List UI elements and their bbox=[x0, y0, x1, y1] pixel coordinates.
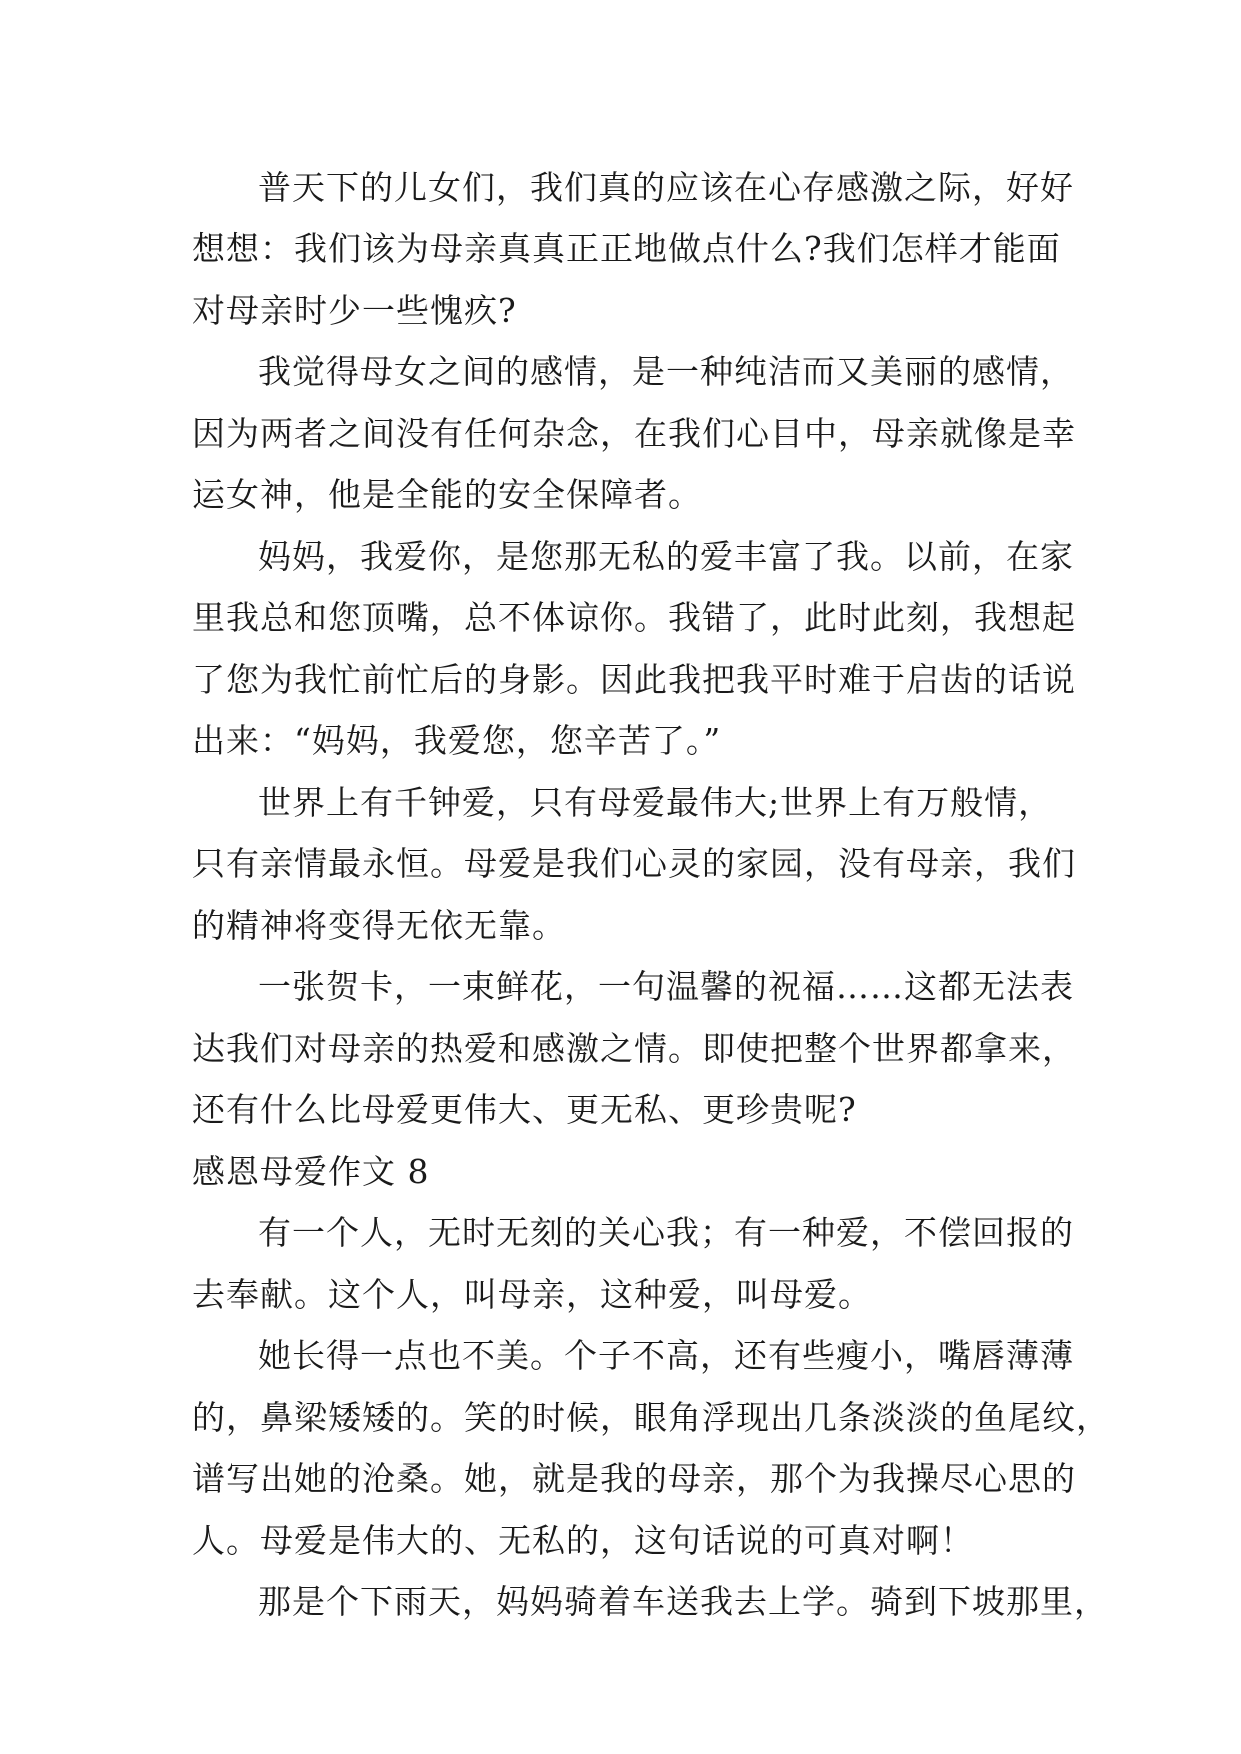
paragraph-line: 了您为我忙前忙后的身影。因此我把我平时难于启齿的话说 bbox=[192, 660, 1076, 699]
paragraph-line: 想想：我们该为母亲真真正正地做点什么?我们怎样才能面 bbox=[192, 229, 1061, 268]
paragraph-line: 出来：“妈妈，我爱您，您辛苦了。” bbox=[192, 721, 722, 760]
paragraph-line: 世界上有千钟爱，只有母爱最伟大;世界上有万般情， bbox=[258, 783, 1053, 822]
paragraph-line: 有一个人，无时无刻的关心我；有一种爱，不偿回报的 bbox=[258, 1213, 1074, 1252]
paragraph-line: 我觉得母女之间的感情，是一种纯洁而又美丽的感情， bbox=[258, 352, 1074, 391]
paragraph-line: 还有什么比母爱更伟大、更无私、更珍贵呢? bbox=[192, 1090, 857, 1129]
paragraph-line: 因为两者之间没有任何杂念，在我们心目中，母亲就像是幸 bbox=[192, 414, 1076, 453]
paragraph-line: 的，鼻梁矮矮的。笑的时候，眼角浮现出几条淡淡的鱼尾纹， bbox=[192, 1398, 1110, 1437]
paragraph-line: 谱写出她的沧桑。她，就是我的母亲，那个为我操尽心思的 bbox=[192, 1459, 1076, 1498]
paragraph-line: 去奉献。这个人，叫母亲，这种爱，叫母爱。 bbox=[192, 1275, 872, 1314]
paragraph-line: 人。母爱是伟大的、无私的，这句话说的可真对啊！ bbox=[192, 1521, 974, 1560]
paragraph-line: 那是个下雨天，妈妈骑着车送我去上学。骑到下坡那里， bbox=[258, 1582, 1108, 1621]
paragraph-line: 只有亲情最永恒。母爱是我们心灵的家园，没有母亲，我们 bbox=[192, 844, 1076, 883]
paragraph-line: 她长得一点也不美。个子不高，还有些瘦小，嘴唇薄薄 bbox=[258, 1336, 1074, 1375]
paragraph-line: 妈妈，我爱你，是您那无私的爱丰富了我。以前，在家 bbox=[258, 537, 1074, 576]
paragraph-line: 对母亲时少一些愧疚? bbox=[192, 291, 517, 330]
paragraph-line: 的精神将变得无依无靠。 bbox=[192, 906, 566, 945]
paragraph-line: 达我们对母亲的热爱和感激之情。即使把整个世界都拿来， bbox=[192, 1029, 1076, 1068]
paragraph-line: 运女神，他是全能的安全保障者。 bbox=[192, 475, 702, 514]
paragraph-line: 一张贺卡，一束鲜花，一句温馨的祝福……这都无法表 bbox=[258, 967, 1074, 1006]
paragraph-line: 普天下的儿女们，我们真的应该在心存感激之际，好好 bbox=[258, 168, 1074, 207]
section-heading: 感恩母爱作文 8 bbox=[192, 1152, 430, 1191]
paragraph-line: 里我总和您顶嘴，总不体谅你。我错了，此时此刻，我想起 bbox=[192, 598, 1076, 637]
